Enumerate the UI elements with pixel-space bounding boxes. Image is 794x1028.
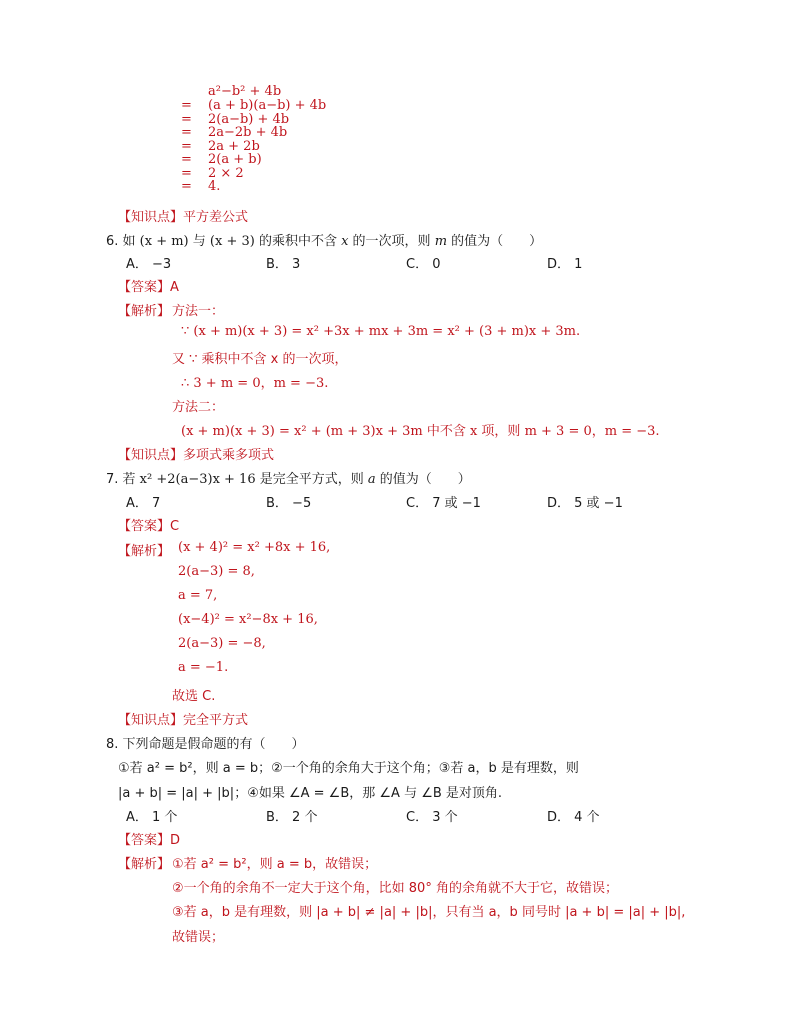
knowledge-point: 【知识点】平方差公式: [118, 210, 249, 225]
question-8-line: ①若 a² = b²，则 a = b；②一个角的余角大于这个角；③若 a，b 是有理数，则: [118, 761, 579, 776]
derivation-step: = 2a + 2b: [181, 139, 260, 154]
question-8-stem: 8. 下列命题是假命题的有（ ）: [106, 737, 305, 752]
knowledge-point: 【知识点】完全平方式: [118, 713, 249, 728]
analysis-line: ∴ 3 + m = 0，m = −3.: [181, 376, 329, 391]
analysis-label: 【解析】: [118, 544, 171, 559]
analysis-line: ③若 a，b 是有理数，则 |a + b| ≠ |a| + |b|，只有当 a，b 同号时 |a + b| = |a| + |b|,: [172, 905, 686, 920]
option-d: D． 1: [547, 257, 583, 272]
analysis-line: ∵ (x + m)(x + 3) = x² +3x + mx + 3m = x² + (3 + m)x + 3m.: [181, 324, 581, 339]
option-b: B． −5: [266, 496, 312, 511]
analysis-line: 故错误；: [172, 930, 225, 945]
analysis-line: 2(a−3) = −8,: [178, 636, 266, 651]
derivation-step: = 2(a−b) + 4b: [181, 112, 290, 127]
question-6-stem: 6. 如 (x + m) 与 (x + 3) 的乘积中不含 x 的一次项，则 m 的值为（ ）: [106, 234, 543, 249]
question-7-stem: 7. 若 x² +2(a−3)x + 16 是完全平方式，则 a 的值为（ ）: [106, 472, 471, 487]
option-c: C． 3 个: [406, 810, 458, 825]
analysis-label: 【解析】: [118, 304, 171, 319]
derivation-step: = 2a−2b + 4b: [181, 125, 288, 140]
answer: 【答案】D: [118, 833, 181, 848]
analysis-line: (x + m)(x + 3) = x² + (m + 3)x + 3m 中不含 x 项，则 m + 3 = 0，m = −3.: [181, 424, 660, 439]
analysis-line: 方法一：: [172, 304, 225, 319]
derivation-step: = 2(a + b): [181, 152, 262, 167]
answer: 【答案】C: [118, 519, 180, 534]
option-a: A． −3: [126, 257, 172, 272]
analysis-label: 【解析】: [118, 857, 171, 872]
analysis-line: 又 ∵ 乘积中不含 x 的一次项，: [172, 352, 348, 367]
option-c: C． 7 或 −1: [406, 496, 481, 511]
analysis-line: ①若 a² = b²，则 a = b，故错误；: [172, 857, 378, 872]
option-a: A． 7: [126, 496, 161, 511]
option-d: D． 5 或 −1: [547, 496, 623, 511]
analysis-line: (x + 4)² = x² +8x + 16,: [178, 540, 331, 555]
derivation-step: = 4.: [181, 179, 221, 194]
question-8-line: |a + b| = |a| + |b|；④如果 ∠A = ∠B，那 ∠A 与 ∠B 是对顶角.: [118, 786, 503, 801]
option-a: A． 1 个: [126, 810, 178, 825]
analysis-line: ②一个角的余角不一定大于这个角，比如 80° 角的余角就不大于它，故错误；: [172, 881, 618, 896]
option-b: B． 2 个: [266, 810, 318, 825]
analysis-line: 方法二：: [172, 400, 225, 415]
analysis-line: 2(a−3) = 8,: [178, 564, 255, 579]
analysis-line: a = −1.: [178, 660, 229, 675]
knowledge-point: 【知识点】多项式乘多项式: [118, 448, 275, 463]
option-b: B． 3: [266, 257, 301, 272]
option-d: D． 4 个: [547, 810, 600, 825]
answer: 【答案】A: [118, 280, 179, 295]
derivation-step: = (a + b)(a−b) + 4b: [181, 98, 327, 113]
analysis-line: 故选 C.: [172, 689, 216, 704]
derivation-step: a²−b² + 4b: [208, 84, 282, 99]
analysis-line: (x−4)² = x²−8x + 16,: [178, 612, 318, 627]
derivation-step: = 2 × 2: [181, 166, 244, 181]
option-c: C． 0: [406, 257, 441, 272]
analysis-line: a = 7,: [178, 588, 218, 603]
